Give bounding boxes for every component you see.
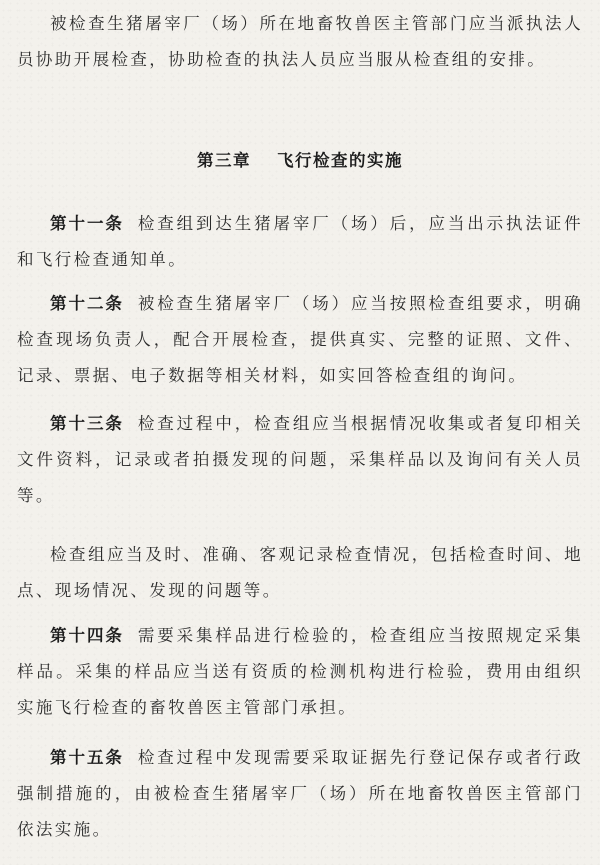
intro-text: 被检查生猪屠宰厂（场）所在地畜牧兽医主管部门应当派执法人员协助开展检查，协助检查的执法人员应当服从检查组的安排。 (17, 14, 583, 69)
article-number: 第十四条 (50, 626, 124, 645)
chapter-number: 第三章 (197, 151, 251, 170)
article-number: 第十一条 (50, 214, 124, 233)
chapter-heading (0, 147, 600, 175)
article-13 (17, 406, 583, 514)
article-text: 检查过程中发现需要采取证据先行登记保存或者行政强制措施的，由被检查生猪屠宰厂（场）所在地畜牧兽医主管部门依法实施。 (17, 748, 584, 839)
article-13-paragraph-2 (17, 537, 583, 609)
intro-paragraph (17, 6, 583, 78)
article-text: 检查组应当及时、准确、客观记录检查情况，包括检查时间、地点、现场情况、发现的问题等。 (17, 545, 583, 600)
article-number: 第十三条 (50, 414, 124, 433)
article-11 (17, 206, 583, 278)
article-text: 检查组到达生猪屠宰厂（场）后，应当出示执法证件和飞行检查通知单。 (17, 214, 584, 269)
chapter-title: 飞行检查的实施 (277, 151, 403, 170)
article-text: 检查过程中，检查组应当根据情况收集或者复印相关文件资料，记录或者拍摄发现的问题，采集样品以及询问有关人员等。 (17, 414, 584, 505)
article-text: 被检查生猪屠宰厂（场）应当按照检查组要求，明确检查现场负责人，配合开展检查，提供真实、完整的证照、文件、记录、票据、电子数据等相关材料，如实回答检查组的询问。 (17, 294, 584, 385)
article-12 (17, 286, 583, 394)
article-14 (17, 618, 583, 726)
article-number: 第十二条 (50, 294, 124, 313)
article-number: 第十五条 (50, 748, 124, 767)
article-15 (17, 740, 583, 848)
article-text: 需要采集样品进行检验的，检查组应当按照规定采集样品。采集的样品应当送有资质的检测机构进行检验，费用由组织实施飞行检查的畜牧兽医主管部门承担。 (17, 626, 584, 717)
